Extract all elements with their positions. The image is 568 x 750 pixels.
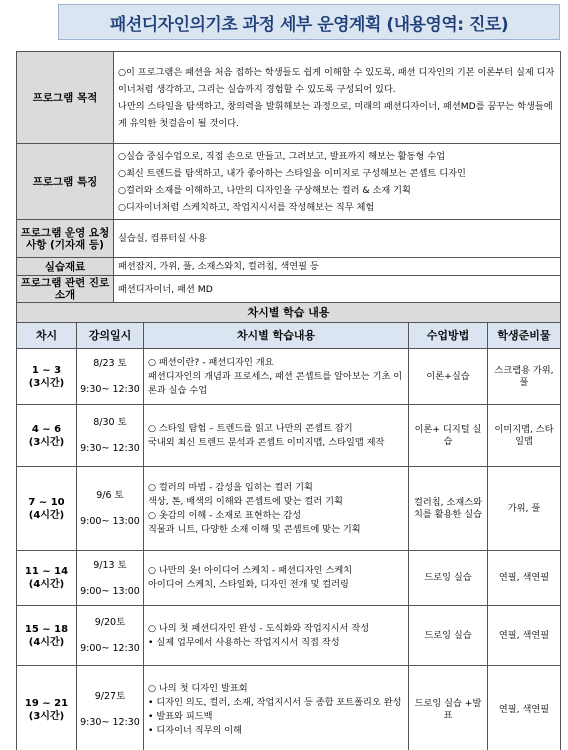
feature-label: 프로그램 특징 [17, 144, 114, 220]
program-info-table [16, 51, 561, 303]
method-cell: 이론+ 디지털 실습 [409, 405, 488, 467]
datetime-cell: 9/13 토 9:00~ 13:00 [77, 551, 144, 606]
feature-content [114, 144, 561, 220]
schedule-header-row [17, 323, 561, 349]
feature-line: ○실습 중심수업으로, 직접 손으로 만들고, 그려보고, 발표까지 해보는 활동형 수업 [118, 150, 446, 162]
careers-value: 패션디자이너, 패션 MD [114, 276, 561, 303]
method-cell: 드로잉 실습 [409, 551, 488, 606]
schedule-section-row [17, 303, 561, 323]
session-cell: 19 ~ 21 (3시간) [17, 666, 77, 750]
datetime-cell: 9/6 토 9:00~ 13:00 [77, 467, 144, 551]
purpose-line: 나만의 스타일을 탐색하고, 창의력을 발휘해보는 과정으로, 미래의 패션디자이너, 패션MD를 꿈꾸는 학생들에게 유익한 첫걸음이 될 것이다. [118, 100, 553, 129]
header-session: 차시 [17, 323, 77, 349]
method-cell: 컬러칩, 소재스와치를 활용한 실습 [409, 467, 488, 551]
prep-cell: 스크랩용 가위, 풀 [488, 349, 561, 405]
datetime-cell: 9/27토 9:30~ 12:30 [77, 666, 144, 750]
materials-label: 실습재료 [17, 258, 114, 276]
datetime-cell: 8/30 토 9:30~ 12:30 [77, 405, 144, 467]
schedule-section-title: 차시별 학습 내용 [17, 303, 561, 323]
table-row [17, 405, 561, 467]
datetime-cell: 9/20토 9:00~ 12:30 [77, 606, 144, 666]
prep-cell: 가위, 풀 [488, 467, 561, 551]
purpose-content [114, 52, 561, 144]
header-prep: 학생준비물 [488, 323, 561, 349]
feature-row [17, 144, 561, 220]
feature-line: ○디자이너처럼 스케치하고, 작업지시서를 작성해보는 직무 체험 [118, 201, 375, 213]
purpose-label: 프로그램 목적 [17, 52, 114, 144]
purpose-line: ○이 프로그램은 패션을 처음 접하는 학생들도 쉽게 이해할 수 있도록, 패션 디자인의 기본 이론부터 실제 디자이너처럼 생각하고, 그리는 실습까지 경험할 수 있도록 구성되어 있다. [118, 66, 555, 95]
method-cell: 이론+실습 [409, 349, 488, 405]
content-cell: ○ 컬러의 마법 - 감성을 입히는 컬러 기획 색상, 톤, 배색의 이해와 콘셉트에 맞는 컬러 기획 ○ 옷감의 이해 - 소재로 표현하는 감성 직물과 니트, 다양한 소재 이해 및 콘셉트에 맞는 기획 [144, 467, 409, 551]
content-cell: ○ 나의 첫 디자인 발표회 • 디자인 의도, 컬러, 소재, 작업지시서 등 종합 포트폴리오 완성 • 발표와 피드백 • 디자이너 직무의 이해 [144, 666, 409, 750]
requirements-row [17, 220, 561, 258]
session-cell: 15 ~ 18 (4시간) [17, 606, 77, 666]
prep-cell: 연필, 색연필 [488, 551, 561, 606]
session-cell: 4 ~ 6 (3시간) [17, 405, 77, 467]
title-banner [58, 4, 560, 40]
prep-cell: 연필, 색연필 [488, 606, 561, 666]
purpose-row [17, 52, 561, 144]
requirements-label: 프로그램 운영 요청사항 (기자재 등) [17, 220, 114, 258]
header-content: 차시별 학습내용 [144, 323, 409, 349]
method-cell: 드로잉 실습 [409, 606, 488, 666]
table-row [17, 666, 561, 750]
feature-line: ○최신 트렌드를 탐색하고, 내가 좋아하는 스타일을 이미지로 구성해보는 콘셉트 디자인 [118, 167, 466, 179]
content-cell: ○ 나의 첫 패션디자인 완성 - 도식화와 작업지시서 작성 • 실제 업무에서 사용하는 작업지시서 직접 작성 [144, 606, 409, 666]
table-row [17, 606, 561, 666]
materials-value: 패션잡지, 가위, 풀, 소재스와치, 컬러칩, 색연필 등 [114, 258, 561, 276]
content-cell: ○ 패션이란? - 패션디자인 개요 패션디자인의 개념과 프로세스, 패션 콘셉트를 알아보는 기초 이론과 실습 수업 [144, 349, 409, 405]
table-row [17, 551, 561, 606]
requirements-value: 실습실, 컴퓨터실 사용 [114, 220, 561, 258]
content-cell: ○ 나만의 옷! 아이디어 스케치 - 패션디자인 스케치 아이디어 스케치, 스타일화, 디자인 전개 및 컬러링 [144, 551, 409, 606]
method-cell: 드로잉 실습 +발표 [409, 666, 488, 750]
materials-row [17, 258, 561, 276]
careers-row [17, 276, 561, 303]
prep-cell: 이미지맵, 스타일맵 [488, 405, 561, 467]
session-cell: 1 ~ 3 (3시간) [17, 349, 77, 405]
content-cell: ○ 스타일 탐험 – 트렌드를 읽고 나만의 콘셉트 잡기 국내외 최신 트렌드 분석과 콘셉트 이미지맵, 스타일맵 제작 [144, 405, 409, 467]
schedule-table [16, 302, 561, 750]
datetime-cell: 8/23 토 9:30~ 12:30 [77, 349, 144, 405]
table-row [17, 349, 561, 405]
header-datetime: 강의일시 [77, 323, 144, 349]
table-row [17, 467, 561, 551]
feature-line: ○컬러와 소재를 이해하고, 나만의 디자인을 구상해보는 컬러 & 소재 기획 [118, 184, 411, 196]
session-cell: 7 ~ 10 (4시간) [17, 467, 77, 551]
session-cell: 11 ~ 14 (4시간) [17, 551, 77, 606]
header-method: 수업방법 [409, 323, 488, 349]
careers-label: 프로그램 관련 진로 소개 [17, 276, 114, 303]
prep-cell: 연필, 색연필 [488, 666, 561, 750]
page-title: 패션디자인의기초 과정 세부 운영계획 (내용영역: 진로) [109, 14, 509, 35]
